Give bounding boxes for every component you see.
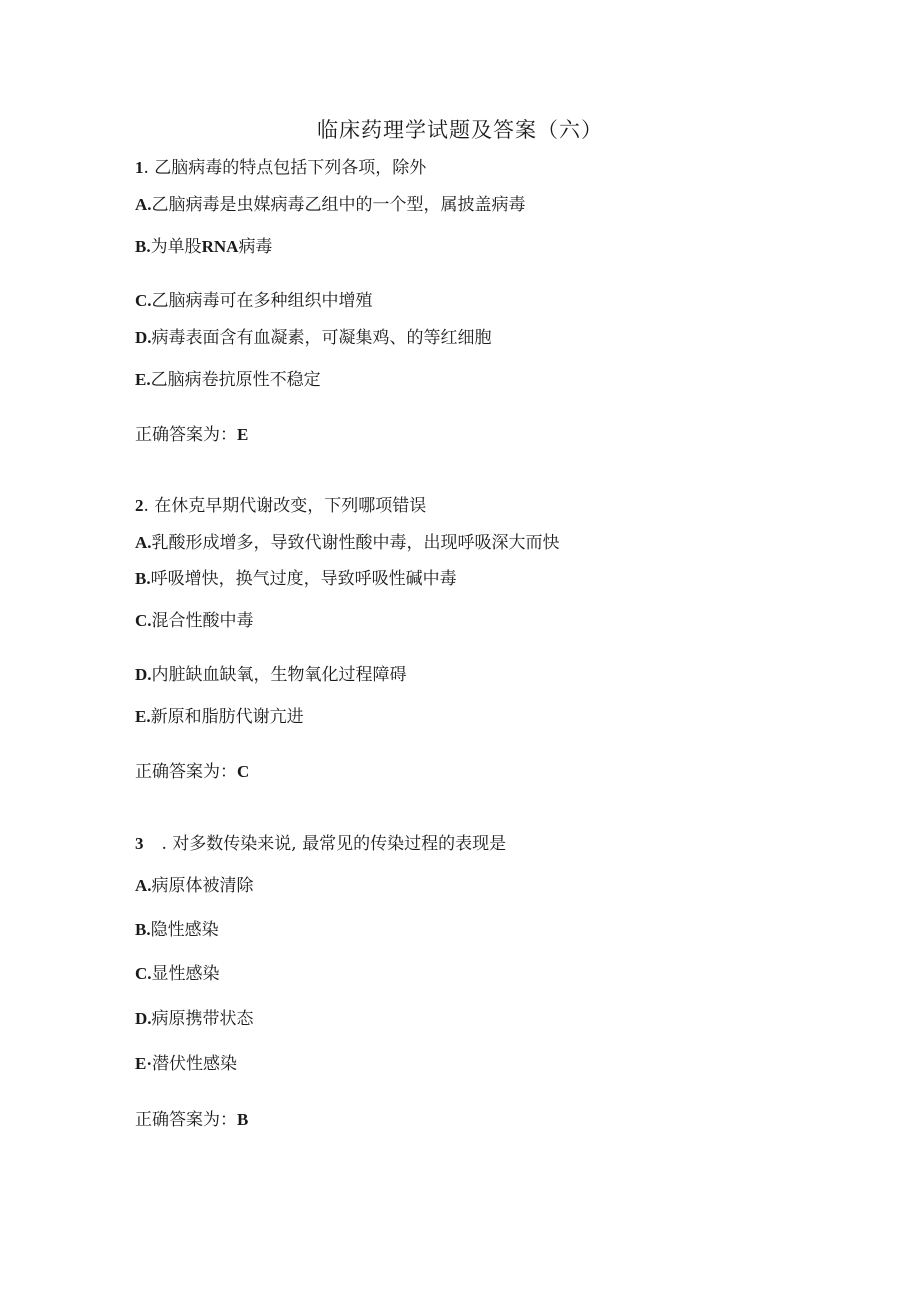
question-text: . 乙脑病毒的特点包括下列各项，除外: [143, 158, 427, 178]
option-d: [135, 326, 492, 350]
option-c: [135, 962, 220, 986]
option-text: 新原和脂肪代谢亢进: [150, 707, 304, 727]
option-text: 隐性感染: [150, 920, 219, 940]
option-letter: A.: [135, 876, 152, 895]
question-stem: [135, 832, 506, 856]
answer-line: [135, 760, 249, 784]
answer-value: C: [237, 762, 250, 781]
option-text: 病原携带状态: [151, 1009, 254, 1029]
option-a: [135, 874, 254, 898]
option-e: [135, 1052, 237, 1076]
option-text: 乙脑病毒是虫媒病毒乙组中的一个型，属披盖病毒: [151, 195, 526, 215]
question-number: 1: [135, 158, 144, 177]
question-number: 2: [135, 496, 144, 515]
option-text: 呼吸增快，换气过度，导致呼吸性碱中毒: [150, 569, 457, 589]
option-letter: A.: [135, 533, 152, 552]
question-text: . 在休克早期代谢改变，下列哪项错误: [143, 496, 427, 516]
option-letter: C.: [135, 291, 152, 310]
question-number: 3: [135, 834, 144, 853]
option-d: [135, 663, 407, 687]
answer-label: 正确答案为：: [135, 1110, 237, 1130]
document-title: 临床药理学试题及答案（六）: [317, 118, 603, 142]
option-letter: D.: [135, 665, 152, 684]
option-letter: D.: [135, 328, 152, 347]
option-c: [135, 289, 373, 313]
option-letter: C.: [135, 964, 152, 983]
option-c: [135, 609, 254, 633]
option-d: [135, 1007, 254, 1031]
option-text: 混合性酸中毒: [151, 611, 254, 631]
option-letter: B.: [135, 920, 151, 939]
question-stem: [135, 494, 426, 518]
option-b: [135, 918, 219, 942]
option-text: 为单股: [150, 237, 202, 257]
answer-label: 正确答案为：: [135, 425, 237, 445]
option-letter: E.: [135, 707, 151, 726]
option-letter: A.: [135, 195, 152, 214]
answer-line: [135, 423, 248, 447]
option-text: 病毒表面含有血凝素，可凝集鸡、的等红细胞: [151, 328, 492, 348]
answer-label: 正确答案为：: [135, 762, 237, 782]
option-letter: B.: [135, 569, 151, 588]
option-a: [135, 531, 560, 555]
option-a: [135, 193, 526, 217]
option-b: [135, 235, 272, 259]
question-stem: [135, 156, 426, 180]
answer-value: E: [237, 425, 249, 444]
option-text: 显性感染: [151, 964, 220, 984]
option-text: 病原体被清除: [151, 876, 254, 896]
option-text-bold: RNA: [201, 237, 239, 256]
option-text: 乙脑病卷抗原性不稳定: [150, 370, 321, 390]
answer-value: B: [237, 1110, 249, 1129]
option-e: [135, 705, 304, 729]
option-text: 潜伏性感染: [152, 1054, 238, 1074]
option-text-after: 病毒: [238, 237, 273, 257]
option-letter: D.: [135, 1009, 152, 1028]
option-letter: C.: [135, 611, 152, 630]
option-letter: E·: [135, 1054, 153, 1073]
option-text: 乳酸形成增多，导致代谢性酸中毒，出现呼吸深大而快: [151, 533, 560, 553]
option-b: [135, 567, 457, 591]
option-e: [135, 368, 321, 392]
answer-line: [135, 1108, 248, 1132]
option-letter: B.: [135, 237, 151, 256]
option-text: 内脏缺血缺氧，生物氧化过程障碍: [151, 665, 407, 685]
question-text: . 对多数传染来说, 最常见的传染过程的表现是: [161, 834, 507, 854]
option-letter: E.: [135, 370, 151, 389]
option-text: 乙脑病毒可在多种组织中增殖: [151, 291, 373, 311]
